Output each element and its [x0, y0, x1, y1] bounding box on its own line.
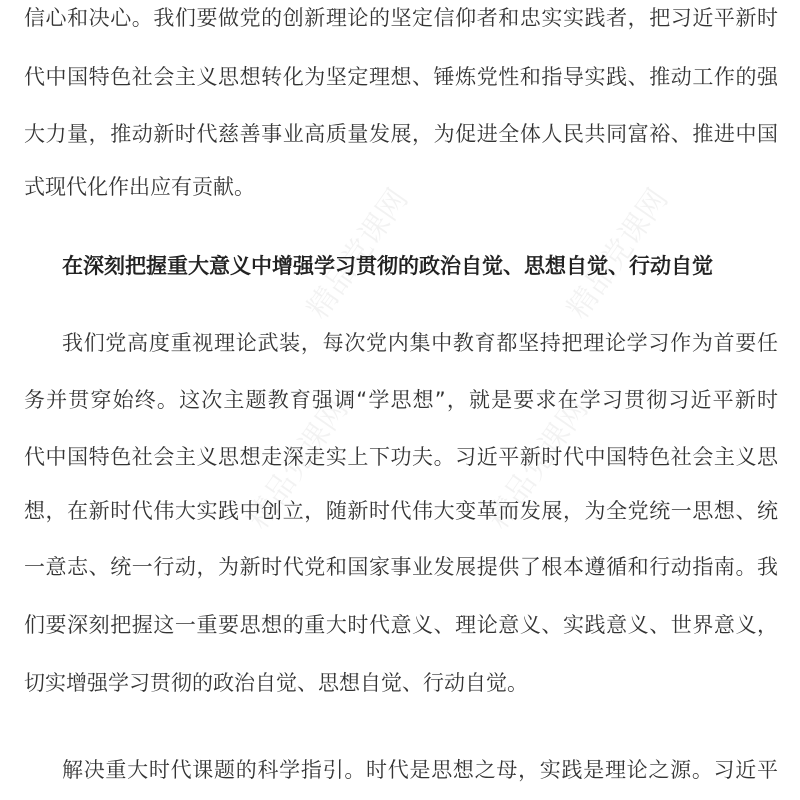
watermark: 精品党课网 — [300, 182, 416, 326]
text-line: 代中国特色社会主义思想转化为坚定理想、锤炼党性和指导实践、推动工作的强 — [24, 65, 778, 89]
section-heading: 在深刻把握重大意义中增强学习贯彻的政治自觉、思想自觉、行动自觉 — [62, 254, 713, 278]
text-line: 式现代化作出应有贡献。 — [24, 175, 255, 199]
text-line: 们要深刻把握这一重要思想的重大时代意义、理论意义、实践意义、世界意义， — [24, 613, 778, 637]
text-line: 想，在新时代伟大实践中创立，随新时代伟大变革而发展，为全党统一思想、统 — [24, 499, 778, 523]
text-line: 我们党高度重视理论武装，每次党内集中教育都坚持把理论学习作为首要任 — [62, 331, 778, 355]
text-line: 大力量，推动新时代慈善事业高质量发展，为促进全体人民共同富裕、推进中国 — [24, 122, 778, 146]
watermark: 精品党课网 — [560, 182, 676, 326]
text-line: 信心和决心。我们要做党的创新理论的坚定信仰者和忠实实践者，把习近平新时 — [24, 6, 778, 30]
text-line: 解决重大时代课题的科学指引。时代是思想之母，实践是理论之源。习近平 — [62, 758, 778, 782]
watermark: 精品党课网 — [480, 392, 596, 536]
text-line: 切实增强学习贯彻的政治自觉、思想自觉、行动自觉。 — [24, 671, 528, 695]
text-line: 代中国特色社会主义思想走深走实上下功夫。习近平新时代中国特色社会主义思 — [24, 445, 778, 469]
watermark: 精品党课网 — [240, 392, 356, 536]
text-line: 一意志、统一行动，为新时代党和国家事业发展提供了根本遵循和行动指南。我 — [24, 555, 778, 579]
text-line: 务并贯穿始终。这次主题教育强调“学思想”，就是要求在学习贯彻习近平新时 — [24, 388, 778, 412]
